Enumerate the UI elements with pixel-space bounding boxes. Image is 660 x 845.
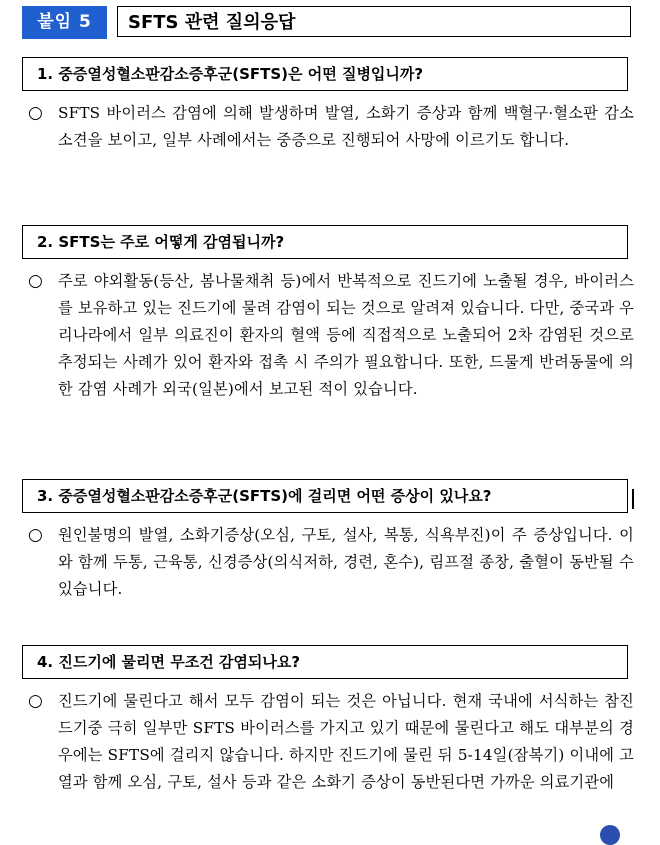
answer-2 (28, 268, 634, 403)
text-cursor (632, 489, 634, 509)
answer-3 (28, 522, 634, 603)
page-corner-icon (600, 825, 620, 845)
circle-bullet-icon: ○ (28, 103, 43, 123)
page-title: SFTS 관련 질의응답 (117, 6, 631, 37)
answer-4 (28, 688, 634, 796)
attachment-badge: 붙임 5 (22, 6, 107, 39)
answer-1 (28, 100, 634, 154)
question-box-4: 4. 진드기에 물리면 무조건 감염되나요? (22, 645, 628, 679)
answer-text: SFTS 바이러스 감염에 의해 발생하며 발열, 소화기 증상과 함께 백혈구·혈소판 감소 소견을 보이고, 일부 사례에서는 중증으로 진행되어 사망에 이르기도 합니다. (58, 104, 634, 149)
circle-bullet-icon: ○ (28, 525, 43, 545)
circle-bullet-icon: ○ (28, 691, 43, 711)
answer-text: 진드기에 물린다고 해서 모두 감염이 되는 것은 아닙니다. 현재 국내에 서식하는 참진드기중 극히 일부만 SFTS 바이러스를 가지고 있기 때문에 물린다고 해도 대부분의 경우에는 SFTS에 걸리지 않습니다. 하지만 진드기에 물린 뒤 5-14일(잠복기) 이내에 고열과 함께 오심, 구토, 설사 등과 같은 소화기 증상이 동반된다면 가까운 의료기관에 (58, 692, 635, 791)
question-box-1: 1. 중증열성혈소판감소증후군(SFTS)은 어떤 질병입니까? (22, 57, 628, 91)
circle-bullet-icon: ○ (28, 271, 43, 291)
question-box-2: 2. SFTS는 주로 어떻게 감염됩니까? (22, 225, 628, 259)
question-box-3: 3. 중증열성혈소판감소증후군(SFTS)에 걸리면 어떤 증상이 있나요? (22, 479, 628, 513)
answer-text: 원인불명의 발열, 소화기증상(오심, 구토, 설사, 복통, 식욕부진)이 주 증상입니다. 이와 함께 두통, 근육통, 신경증상(의식저하, 경련, 혼수), 림프절 종창, 출혈이 동반될 수 있습니다. (58, 526, 634, 598)
document-header (22, 6, 633, 39)
answer-text: 주로 야외활동(등산, 봄나물채취 등)에서 반복적으로 진드기에 노출될 경우, 바이러스를 보유하고 있는 진드기에 물려 감염이 되는 것으로 알려져 있습니다. 다만, 중국과 우리나라에서 일부 의료진이 환자의 혈액 등에 직접적으로 노출되어 2차 감염된 것으로 추정되는 사례가 있어 환자와 접촉 시 주의가 필요합니다. 또한, 드물게 반려동물에 의한 감염 사례가 외국(일본)에서 보고된 적이 있습니다. (58, 272, 635, 398)
